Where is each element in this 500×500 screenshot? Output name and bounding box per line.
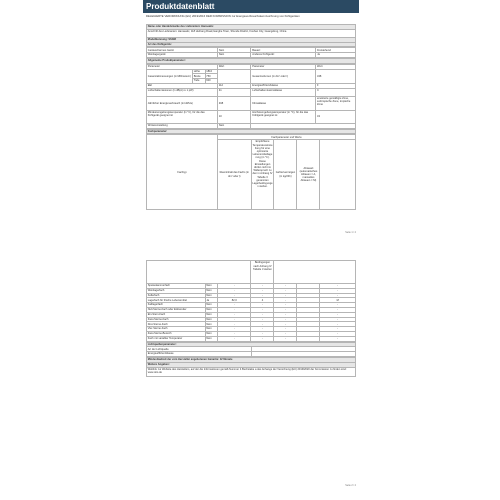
min-temp-label: Mindestumgebungstemperatur (in °C), für die das Kühlgerät geeignet ist [147, 110, 218, 123]
compartment-value: - [274, 331, 297, 336]
dim-depth-value: 600 [205, 79, 218, 84]
compartment-value: - [218, 288, 251, 293]
type-cell: Anderes Kühlgerät: [251, 53, 316, 58]
compartment-header: Fachparameter: [147, 129, 356, 134]
volume-label: Gesamtvolumen (in dm³ oder l) [251, 69, 316, 83]
compartment-value: - [274, 327, 297, 332]
type-cell: Bauart: [251, 48, 316, 53]
light-type: Art der Lichtquelle [147, 347, 252, 352]
climate-value: erweiterte gemäßigte Zone, subtropische Zone, tropische Zone [316, 96, 356, 110]
compartment-row [147, 336, 356, 341]
col-defrost: Abtauart (automatisches Abtauen = A, manuelles Abtauen = M) [297, 140, 320, 210]
compartment-value: Nein [205, 293, 218, 298]
compartment-value: Nein [205, 288, 218, 293]
col-temp: Empfohlene Temperatureinstellung für eine optimierte Lebensmittellagerung (in °C). Diese Einstellungen dürfen nicht im Widerspruch zu den in Anhang IV Tabelle 3 genannten Lagerbedingungen stehen. [251, 140, 274, 210]
compartment-value: - [218, 303, 251, 308]
compartment-value: Ja [205, 298, 218, 303]
type-cell: Nein [218, 48, 251, 53]
compartment-value: - [218, 284, 251, 289]
model-id: Modellkennung: S6498 [147, 37, 356, 42]
energy-label: Jährlicher Energieverbrauch (in kWh/a) [147, 96, 218, 110]
light-table [146, 342, 356, 357]
compartment-name: Weinlagerfach [147, 288, 206, 293]
compartment-value: Nein [205, 336, 218, 341]
compartment-value: - [320, 327, 356, 332]
light-header: Lichtquellenparameter: [147, 342, 356, 347]
compartment-value: - [251, 293, 274, 298]
compartment-value: - [320, 293, 356, 298]
more-info-text: Weblink zur Website des Herstellers, auf der die Informationen gemäß Nummer 4 Buchstabe a des Anhangs der Verordnung (EU) 2019/2020 der Kommission zu finden sind: www.otto.de [147, 367, 356, 376]
compartment-table [146, 260, 356, 342]
type-cell: Freistehend [316, 48, 356, 53]
compartment-value: - [320, 317, 356, 322]
dim-height-value: 1810 [205, 69, 218, 74]
compartment-value: - [251, 288, 274, 293]
compartment-value: - [274, 317, 297, 322]
energy-class-label: Energieeffizienzklasse [251, 83, 316, 88]
compartment-value: - [320, 322, 356, 327]
noise-label: Luftschallemissionen (in dB(A) re 1 pW) [147, 88, 218, 96]
warranty: Mindestlaufzeit der vom Hersteller angebotenen Garantie: 12 Monate [147, 357, 356, 362]
compartment-sub: Fachparameter und Werte [218, 135, 356, 140]
compartment-value: - [251, 303, 274, 308]
compartment-value: - [218, 327, 251, 332]
eei-label: EEI [147, 83, 218, 88]
compartment-cols-table [146, 134, 356, 210]
regulation-text: DELEGIERTE VERORDNUNG (EU) 2019/2016 DER KOMMISSION zur Energieverbrauchskennzeichnung von Kühlgeräten [146, 14, 300, 18]
min-temp-value: 10 [218, 110, 251, 123]
compartment-value: - [274, 293, 297, 298]
params-header-1: Parameter [147, 64, 218, 69]
compartment-value: - [218, 336, 251, 341]
compartment-value: Nein [205, 284, 218, 289]
compartment-value: - [251, 336, 274, 341]
dim-width-label: Breite [192, 74, 205, 79]
compartment-value: - [251, 322, 274, 327]
compartment-value: Nein [205, 307, 218, 312]
climate-label: Klimaklasse [251, 96, 316, 110]
supplier-address: Anschrift des Lieferanten: Hanseatic, 118 Huihang Road,Ganghe Town, Shunde District, Foshan City, Guangdong, China [147, 29, 356, 37]
light-class: Energieeffizienzklasse [147, 352, 252, 357]
compartment-name: Fach mit variabler Temperatur [147, 336, 206, 341]
compartment-value: - [251, 307, 274, 312]
type-cell: Ja [316, 53, 356, 58]
compartment-value: - [218, 307, 251, 312]
noise-class-value: C [316, 88, 356, 96]
compartment-value: - [218, 322, 251, 327]
params-header-2: Wert [218, 64, 251, 69]
params-header-4: Wert [316, 64, 356, 69]
more-info-header: Weitere Angaben: [147, 362, 356, 367]
fachtyp-label: Fachtyp [147, 135, 218, 210]
compartment-value: - [274, 284, 297, 289]
compartment-value: - [274, 303, 297, 308]
max-temp-value: 43 [316, 110, 356, 123]
compartment-value: 4 [251, 298, 274, 303]
compartment-value: - [320, 331, 356, 336]
compartment-value: - [320, 312, 356, 317]
col-freeze: Gefriervermögen (in kg/24h) [274, 140, 297, 210]
compartment-name: Kaltlagerfach [147, 303, 206, 308]
params-header-3: Parameter [251, 64, 316, 69]
type-cell: Weinlagergerät: [147, 53, 218, 58]
compartment-value: - [274, 322, 297, 327]
compartment-value: - [320, 288, 356, 293]
dim-depth-label: Tiefe [192, 79, 205, 84]
page-number-2: Seite 2 / 2 [345, 484, 356, 487]
compartment-value: - [274, 288, 297, 293]
compartment-value: - [218, 331, 251, 336]
compartment-value: - [274, 307, 297, 312]
compartment-name: Zwei-Sterne-Bereich [147, 331, 206, 336]
compartment-name: Zwei-Sterne-Fach [147, 317, 206, 322]
dim-height-label: Höhe [192, 69, 205, 74]
compartment-value: Nein [205, 312, 218, 317]
type-table [146, 47, 356, 58]
warranty-table [146, 357, 356, 377]
params-table [146, 64, 356, 129]
winter-value: Nein [218, 123, 251, 128]
compartment-value: - [320, 336, 356, 341]
compartment-value: - [251, 312, 274, 317]
type-row [147, 53, 356, 58]
dim-label: Gesamtabmessungen (in Millimetern) [147, 69, 193, 83]
dim-width-value: 750 [205, 74, 218, 79]
compartment-value: - [218, 312, 251, 317]
p2-header-text: Bedingungen nach Anhang IV Tabelle 3 stehen [251, 261, 274, 284]
noise-class-label: Luftschallemissionsklasse [251, 88, 316, 96]
compartment-value: - [218, 293, 251, 298]
volume-value: 348 [316, 69, 356, 83]
compartment-value: Nein [205, 327, 218, 332]
compartment-value: - [251, 327, 274, 332]
compartment-name: Kellerfach [147, 293, 206, 298]
compartment-value: Nein [205, 303, 218, 308]
max-temp-label: Höchstumgebungstemperatur (in °C), für die das Kühlgerät geeignet ist [251, 110, 316, 123]
datasheet-page-2 [143, 258, 359, 490]
compartment-value: M [320, 298, 356, 303]
page-number-1: Seite 1 / 2 [345, 231, 356, 234]
compartment-value: 82,0 [218, 298, 251, 303]
compartment-name: Null-Sterne-Fach oder Eisbereiter [147, 307, 206, 312]
compartment-value: - [251, 284, 274, 289]
noise-value: 41 [218, 88, 251, 96]
compartment-value: Nein [205, 331, 218, 336]
type-cell: Geräuscharmes Gerät: [147, 48, 218, 53]
general-header: Allgemeine Produktparameter: [147, 58, 356, 63]
compartment-value: Nein [205, 322, 218, 327]
compartment-value: - [320, 303, 356, 308]
page-title: Produktdatenblatt [143, 0, 359, 13]
type-cell: Nein [218, 53, 251, 58]
type-header: Art des Kühlgeräts: [147, 42, 356, 47]
compartment-value: - [320, 307, 356, 312]
compartment-value: - [251, 331, 274, 336]
eei-value: 112 [218, 83, 251, 88]
energy-class-value: F [316, 83, 356, 88]
compartment-value: - [218, 317, 251, 322]
compartment-value: - [274, 336, 297, 341]
compartment-name: Vier-Sterne-Fach [147, 327, 206, 332]
compartment-name: Drei-Sterne-Fach [147, 322, 206, 327]
supplier-table [146, 24, 356, 47]
winter-label: Wintereinstellung [147, 123, 218, 128]
supplier-name: Name oder Handelsmarke des Lieferanten: Hanseatic [147, 25, 356, 30]
col-volume: Rauminhalt des Fachs (in dm³ oder l) [218, 140, 251, 210]
compartment-name: Lagerfach für frische Lebensmittel [147, 298, 206, 303]
compartment-value: - [251, 317, 274, 322]
compartment-value: Nein [205, 317, 218, 322]
datasheet-page-1 [143, 0, 359, 236]
compartment-value: - [274, 298, 297, 303]
energy-value: 498 [218, 96, 251, 110]
compartment-value: - [274, 312, 297, 317]
compartment-name: Ein-Stern-Fach [147, 312, 206, 317]
compartment-name: Speisekammerfach [147, 284, 206, 289]
compartment-value: - [320, 284, 356, 289]
